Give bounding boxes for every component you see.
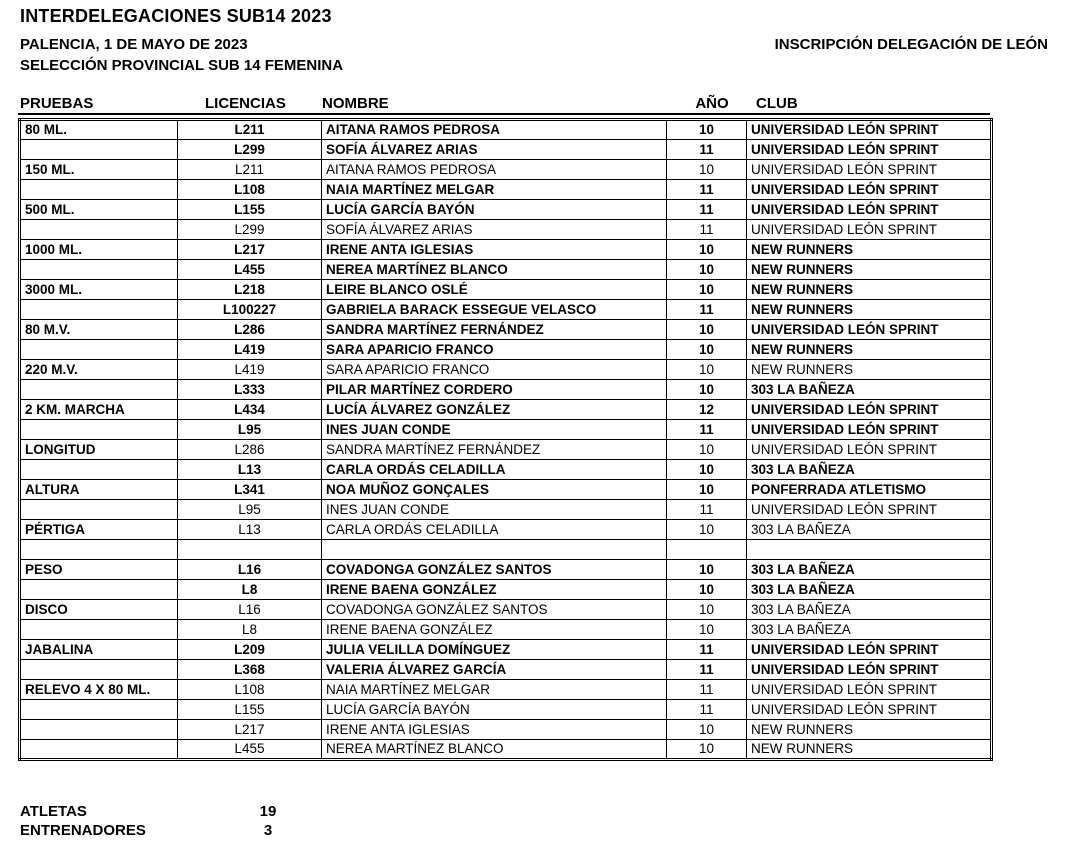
cell-ano: 11 — [667, 180, 747, 200]
cell-nombre: INES JUAN CONDE — [322, 500, 667, 520]
cell-prueba — [20, 740, 178, 760]
cell-ano: 10 — [667, 600, 747, 620]
cell-licencia: L209 — [178, 640, 322, 660]
cell-club: UNIVERSIDAD LEÓN SPRINT — [747, 120, 992, 140]
table-row — [20, 380, 992, 400]
cell-ano: 10 — [667, 240, 747, 260]
table-row — [20, 500, 992, 520]
table-row — [20, 460, 992, 480]
cell-club: 303 LA BAÑEZA — [747, 560, 992, 580]
cell-nombre — [322, 540, 667, 560]
cell-licencia: L341 — [178, 480, 322, 500]
cell-nombre: LEIRE BLANCO OSLÉ — [322, 280, 667, 300]
cell-prueba: PESO — [20, 560, 178, 580]
cell-licencia: L299 — [178, 140, 322, 160]
cell-prueba — [20, 660, 178, 680]
cell-ano: 11 — [667, 700, 747, 720]
location-date: PALENCIA, 1 DE MAYO DE 2023 — [20, 36, 248, 53]
table-row — [20, 120, 992, 140]
cell-prueba — [20, 700, 178, 720]
cell-prueba — [20, 180, 178, 200]
cell-ano: 10 — [667, 720, 747, 740]
column-header-ano: AÑO — [695, 95, 729, 112]
cell-ano: 10 — [667, 520, 747, 540]
cell-nombre: COVADONGA GONZÁLEZ SANTOS — [322, 560, 667, 580]
cell-prueba: PÉRTIGA — [20, 520, 178, 540]
cell-prueba: JABALINA — [20, 640, 178, 660]
cell-licencia: L217 — [178, 240, 322, 260]
cell-prueba — [20, 580, 178, 600]
column-header-nombre: NOMBRE — [322, 95, 389, 112]
cell-licencia: L333 — [178, 380, 322, 400]
cell-licencia: L419 — [178, 340, 322, 360]
table-body — [20, 120, 992, 760]
cell-club: UNIVERSIDAD LEÓN SPRINT — [747, 200, 992, 220]
cell-licencia: L286 — [178, 440, 322, 460]
cell-club: 303 LA BAÑEZA — [747, 600, 992, 620]
cell-club: NEW RUNNERS — [747, 280, 992, 300]
cell-ano: 10 — [667, 560, 747, 580]
cell-licencia: L455 — [178, 260, 322, 280]
cell-prueba — [20, 140, 178, 160]
cell-club: UNIVERSIDAD LEÓN SPRINT — [747, 660, 992, 680]
cell-club: UNIVERSIDAD LEÓN SPRINT — [747, 420, 992, 440]
column-header-pruebas: PRUEBAS — [20, 95, 94, 112]
cell-club: 303 LA BAÑEZA — [747, 460, 992, 480]
table-column-headers — [18, 95, 990, 115]
cell-nombre: AITANA RAMOS PEDROSA — [322, 120, 667, 140]
cell-nombre: AITANA RAMOS PEDROSA — [322, 160, 667, 180]
cell-nombre: PILAR MARTÍNEZ CORDERO — [322, 380, 667, 400]
cell-licencia: L217 — [178, 720, 322, 740]
cell-prueba: 80 M.V. — [20, 320, 178, 340]
cell-prueba: 2 KM. MARCHA — [20, 400, 178, 420]
cell-club: 303 LA BAÑEZA — [747, 620, 992, 640]
table-row — [20, 200, 992, 220]
cell-club: NEW RUNNERS — [747, 740, 992, 760]
cell-prueba — [20, 260, 178, 280]
cell-club — [747, 540, 992, 560]
column-header-club: CLUB — [756, 95, 798, 112]
table-row — [20, 180, 992, 200]
cell-club: UNIVERSIDAD LEÓN SPRINT — [747, 500, 992, 520]
cell-ano: 10 — [667, 740, 747, 760]
cell-prueba: DISCO — [20, 600, 178, 620]
table-row — [20, 640, 992, 660]
cell-club: UNIVERSIDAD LEÓN SPRINT — [747, 440, 992, 460]
cell-ano: 11 — [667, 500, 747, 520]
athletes-count-line — [20, 803, 520, 820]
cell-ano: 10 — [667, 580, 747, 600]
cell-prueba: 1000 ML. — [20, 240, 178, 260]
athletes-count: 19 — [259, 803, 277, 820]
coaches-label: ENTRENADORES — [20, 822, 146, 839]
cell-licencia: L286 — [178, 320, 322, 340]
table-row — [20, 280, 992, 300]
cell-club: NEW RUNNERS — [747, 300, 992, 320]
cell-nombre: NAIA MARTÍNEZ MELGAR — [322, 180, 667, 200]
cell-licencia: L419 — [178, 360, 322, 380]
cell-ano: 10 — [667, 340, 747, 360]
cell-ano: 10 — [667, 280, 747, 300]
table-row — [20, 580, 992, 600]
table-row — [20, 600, 992, 620]
table-row — [20, 260, 992, 280]
cell-club: UNIVERSIDAD LEÓN SPRINT — [747, 640, 992, 660]
cell-prueba: 80 ML. — [20, 120, 178, 140]
cell-licencia: L368 — [178, 660, 322, 680]
cell-ano: 11 — [667, 640, 747, 660]
cell-club: PONFERRADA ATLETISMO — [747, 480, 992, 500]
cell-ano: 12 — [667, 400, 747, 420]
table-row — [20, 720, 992, 740]
cell-ano: 10 — [667, 620, 747, 640]
table-row — [20, 300, 992, 320]
cell-licencia: L434 — [178, 400, 322, 420]
cell-licencia: L455 — [178, 740, 322, 760]
table-row — [20, 160, 992, 180]
cell-prueba — [20, 220, 178, 240]
cell-nombre: LUCÍA GARCÍA BAYÓN — [322, 200, 667, 220]
cell-nombre: IRENE ANTA IGLESIAS — [322, 720, 667, 740]
cell-club: NEW RUNNERS — [747, 360, 992, 380]
cell-club: UNIVERSIDAD LEÓN SPRINT — [747, 400, 992, 420]
table-row — [20, 520, 992, 540]
cell-nombre: SANDRA MARTÍNEZ FERNÁNDEZ — [322, 440, 667, 460]
cell-ano: 10 — [667, 160, 747, 180]
cell-licencia: L299 — [178, 220, 322, 240]
cell-ano — [667, 540, 747, 560]
cell-licencia: L100227 — [178, 300, 322, 320]
cell-club: 303 LA BAÑEZA — [747, 380, 992, 400]
cell-nombre: GABRIELA BARACK ESSEGUE VELASCO — [322, 300, 667, 320]
cell-ano: 10 — [667, 380, 747, 400]
cell-prueba — [20, 620, 178, 640]
spacer-row — [20, 540, 992, 560]
cell-ano: 10 — [667, 360, 747, 380]
table-row — [20, 140, 992, 160]
table-row — [20, 400, 992, 420]
cell-club: NEW RUNNERS — [747, 720, 992, 740]
cell-club: NEW RUNNERS — [747, 340, 992, 360]
table-row — [20, 220, 992, 240]
cell-club: UNIVERSIDAD LEÓN SPRINT — [747, 680, 992, 700]
cell-nombre: IRENE BAENA GONZÁLEZ — [322, 620, 667, 640]
cell-ano: 11 — [667, 680, 747, 700]
cell-nombre: IRENE BAENA GONZÁLEZ — [322, 580, 667, 600]
cell-nombre: NEREA MARTÍNEZ BLANCO — [322, 260, 667, 280]
cell-ano: 11 — [667, 420, 747, 440]
cell-nombre: NOA MUÑOZ GONÇALES — [322, 480, 667, 500]
cell-prueba — [20, 540, 178, 560]
table-row — [20, 480, 992, 500]
table-row — [20, 700, 992, 720]
cell-licencia: L13 — [178, 460, 322, 480]
table-row — [20, 660, 992, 680]
inscription-table — [18, 118, 993, 761]
cell-ano: 10 — [667, 260, 747, 280]
cell-prueba: 3000 ML. — [20, 280, 178, 300]
athletes-label: ATLETAS — [20, 803, 87, 820]
cell-club: NEW RUNNERS — [747, 260, 992, 280]
cell-club: UNIVERSIDAD LEÓN SPRINT — [747, 180, 992, 200]
cell-prueba — [20, 340, 178, 360]
cell-nombre: CARLA ORDÁS CELADILLA — [322, 460, 667, 480]
cell-prueba — [20, 420, 178, 440]
cell-ano: 10 — [667, 480, 747, 500]
cell-club: UNIVERSIDAD LEÓN SPRINT — [747, 160, 992, 180]
cell-club: 303 LA BAÑEZA — [747, 520, 992, 540]
cell-nombre: LUCÍA GARCÍA BAYÓN — [322, 700, 667, 720]
cell-ano: 11 — [667, 660, 747, 680]
cell-prueba: 150 ML. — [20, 160, 178, 180]
cell-club: UNIVERSIDAD LEÓN SPRINT — [747, 700, 992, 720]
cell-nombre: SOFÍA ÁLVAREZ ARIAS — [322, 140, 667, 160]
cell-prueba: 220 M.V. — [20, 360, 178, 380]
table-row — [20, 620, 992, 640]
cell-nombre: SARA APARICIO FRANCO — [322, 340, 667, 360]
cell-prueba: LONGITUD — [20, 440, 178, 460]
cell-licencia: L155 — [178, 200, 322, 220]
cell-nombre: JULIA VELILLA DOMÍNGUEZ — [322, 640, 667, 660]
cell-nombre: COVADONGA GONZÁLEZ SANTOS — [322, 600, 667, 620]
table-row — [20, 680, 992, 700]
coaches-count-line — [20, 822, 520, 839]
cell-prueba — [20, 500, 178, 520]
cell-licencia: L8 — [178, 620, 322, 640]
cell-prueba — [20, 460, 178, 480]
cell-nombre: SOFÍA ÁLVAREZ ARIAS — [322, 220, 667, 240]
cell-licencia — [178, 540, 322, 560]
table-row — [20, 420, 992, 440]
cell-ano: 10 — [667, 440, 747, 460]
cell-licencia: L155 — [178, 700, 322, 720]
cell-licencia: L16 — [178, 600, 322, 620]
cell-prueba: ALTURA — [20, 480, 178, 500]
cell-licencia: L108 — [178, 180, 322, 200]
selection-subtitle: SELECCIÓN PROVINCIAL SUB 14 FEMENINA — [20, 57, 344, 74]
delegation-inscription: INSCRIPCIÓN DELEGACIÓN DE LEÓN — [774, 36, 1048, 53]
cell-licencia: L95 — [178, 420, 322, 440]
cell-club: UNIVERSIDAD LEÓN SPRINT — [747, 140, 992, 160]
cell-nombre: NEREA MARTÍNEZ BLANCO — [322, 740, 667, 760]
cell-licencia: L211 — [178, 120, 322, 140]
column-header-licencias: LICENCIAS — [205, 95, 286, 112]
table-row — [20, 340, 992, 360]
cell-ano: 11 — [667, 140, 747, 160]
cell-licencia: L13 — [178, 520, 322, 540]
cell-nombre: SANDRA MARTÍNEZ FERNÁNDEZ — [322, 320, 667, 340]
cell-prueba — [20, 720, 178, 740]
table-row — [20, 560, 992, 580]
cell-ano: 11 — [667, 300, 747, 320]
cell-club: UNIVERSIDAD LEÓN SPRINT — [747, 320, 992, 340]
cell-ano: 10 — [667, 120, 747, 140]
cell-licencia: L108 — [178, 680, 322, 700]
cell-nombre: SARA APARICIO FRANCO — [322, 360, 667, 380]
cell-nombre: NAIA MARTÍNEZ MELGAR — [322, 680, 667, 700]
cell-nombre: LUCÍA ÁLVAREZ GONZÁLEZ — [322, 400, 667, 420]
cell-licencia: L218 — [178, 280, 322, 300]
cell-club: UNIVERSIDAD LEÓN SPRINT — [747, 220, 992, 240]
cell-nombre: INES JUAN CONDE — [322, 420, 667, 440]
cell-nombre: VALERIA ÁLVAREZ GARCÍA — [322, 660, 667, 680]
table-row — [20, 440, 992, 460]
cell-prueba: 500 ML. — [20, 200, 178, 220]
cell-prueba — [20, 300, 178, 320]
coaches-count: 3 — [263, 822, 273, 839]
cell-nombre: CARLA ORDÁS CELADILLA — [322, 520, 667, 540]
table-row — [20, 740, 992, 760]
cell-licencia: L211 — [178, 160, 322, 180]
page-title: INTERDELEGACIONES SUB14 2023 — [20, 6, 332, 26]
cell-licencia: L8 — [178, 580, 322, 600]
cell-ano: 10 — [667, 320, 747, 340]
cell-ano: 11 — [667, 220, 747, 240]
cell-club: NEW RUNNERS — [747, 240, 992, 260]
cell-ano: 11 — [667, 200, 747, 220]
cell-ano: 10 — [667, 460, 747, 480]
cell-prueba: RELEVO 4 X 80 ML. — [20, 680, 178, 700]
table-row — [20, 320, 992, 340]
cell-licencia: L16 — [178, 560, 322, 580]
cell-licencia: L95 — [178, 500, 322, 520]
table-row — [20, 240, 992, 260]
cell-club: 303 LA BAÑEZA — [747, 580, 992, 600]
cell-nombre: IRENE ANTA IGLESIAS — [322, 240, 667, 260]
table-row — [20, 360, 992, 380]
cell-prueba — [20, 380, 178, 400]
